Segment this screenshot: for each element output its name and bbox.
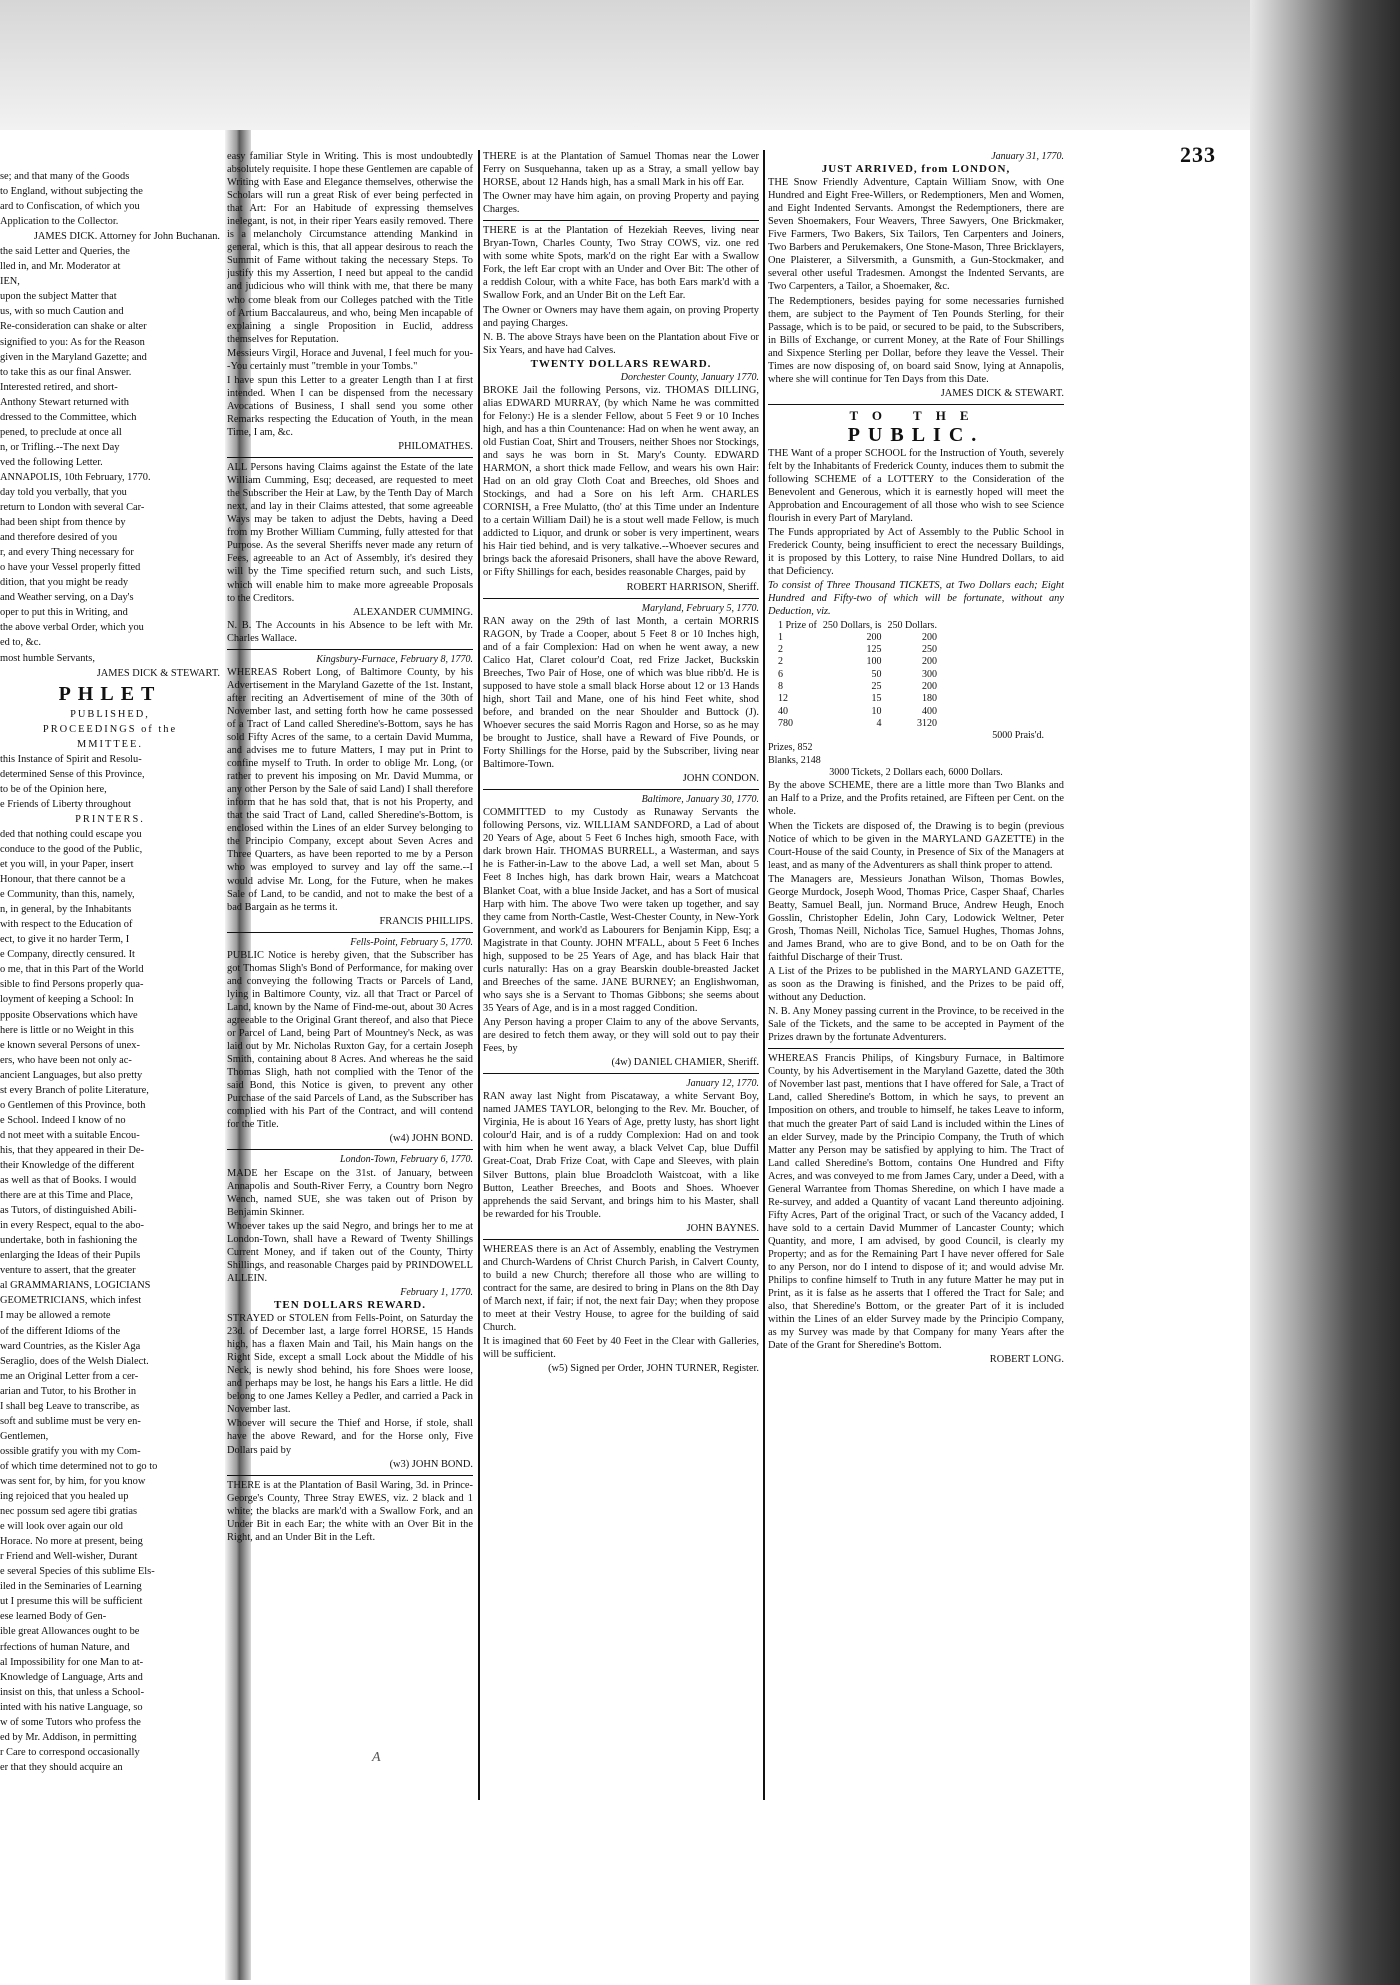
col3-p0: JUST ARRIVED, from LONDON,: [821, 163, 1011, 176]
left-line: o have your Vessel properly fitted: [0, 562, 141, 574]
left-line: and Weather serving, on a Day's: [0, 592, 134, 604]
col1-p7: PUBLIC Notice is hereby given, that the Subscriber has got Thomas Sligh's Bond of Performance, for making over and conveying the following Tracts or Parcels of Land, lying in Baltimore County, viz. all that Tract or Parcel of Land, known by the Name of Find-me-out, about 30 Acres agreeable to the Original Grant thereof, and also that Piece or Parcel of Land, being Part of Mountney's Neck, as was laid out by Mr. Nicholas Ruxton Gay, for a certain Joseph Smith, containing about 8 Acres. And whereas he the said Thomas Sligh, hath not complied with the Tenor of the said Bond, this Notice is given, to prevent any other Purchase of the said Parcels of Land, as the Subscriber has complied with his Part of the Contract, and will contend for the Title.: [227, 949, 473, 1131]
prize-cell: 3120: [916, 717, 937, 729]
left-line: me an Original Letter from a cer-: [0, 1370, 139, 1382]
col3-p8: The Managers are, Messieurs Jonathan Wilson, Thomas Bowles, George Murdock, Joseph Wood, Thomas Price, Casper Shaaf, Charles Beatty, Samuel Beall, jun. Normand Bruce, Andrew Heugh, Enoch Gosslin, Christopher Edelin, John Cary, Lodowick Weltner, Peter Grosh, Thomas Neill, Nicholas Tice, Samuel Hughes, Thomas Johns, and James Brand, who are to give Bond, and to be on Oath for the faithful Discharge of their Trust.: [768, 873, 1064, 963]
col1-p3: I have spun this Letter to a greater Length than I at first intended. When I can be dispensed from the necessary Avocations of Business, I shall send you some other Remarks respecting the Education of Youth, in the mean Time, I am, &c.: [227, 374, 473, 438]
separator: [227, 932, 473, 933]
left-page: [0, 130, 225, 1910]
left-line: e School. Indeed I know of no: [0, 1114, 126, 1126]
left-line: as well as that of Books. I would: [0, 1175, 137, 1187]
left-line: al Impossibility for one Man to at-: [0, 1656, 144, 1668]
left-line: of which time determined not to go to: [0, 1460, 158, 1472]
left-line: upon the subject Matter that: [0, 291, 117, 303]
prize-row: [778, 706, 943, 718]
col2-date4: January 12, 1770.: [686, 1078, 759, 1090]
left-line: Re-consideration can shake or alter: [0, 321, 147, 333]
left-line: ed to, &c.: [0, 637, 41, 649]
col1-p2: Messieurs Virgil, Horace and Juvenal, I feel much for you--You certainly must "tremble in your Tombs.": [227, 347, 473, 372]
separator: [483, 1239, 759, 1240]
col1-head1: TEN DOLLARS REWARD.: [274, 1298, 426, 1311]
prize-cell: 250: [921, 644, 937, 656]
col1-date3: London-Town, February 6, 1770.: [340, 1154, 473, 1166]
left-line: nec possum sed agere tibi gratias: [0, 1506, 138, 1518]
col1-date1: Kingsbury-Furnace, February 8, 1770.: [316, 653, 473, 665]
col1-p8: MADE her Escape on the 31st. of January, between Annapolis and South-River Ferry, a Country born Negro Wench, named SUE, she was taken out of Prison by Benjamin Skinner.: [227, 1167, 473, 1218]
prize-cell: 25: [871, 680, 882, 692]
left-line: their Knowledge of the different: [0, 1160, 135, 1171]
col3-p2: The Redemptioners, besides paying for some necessaries furnished them, are subject to the Payment of Ten Pounds Sterling, for their Passage, which is to be paid, or secured to be paid, to the Subscribers, in Bills of Exchange, or current Money, at the Rate of Four Shillings and Sixpence Sterling per Dollar, before they leave the Vessel. Their Times are now disposing of, on board said Snow, lying at Annapolis, where she will continue for Ten Days from this Date.: [768, 295, 1064, 385]
left-line: w of some Tutors who profess the: [0, 1716, 141, 1728]
separator: [483, 789, 759, 790]
left-line: pposite Observations which have: [0, 1009, 138, 1021]
left-line: I shall beg Leave to transcribe, as: [0, 1400, 140, 1412]
left-line: ible great Allowances ought to be: [0, 1626, 140, 1638]
col2-sig3: (4w) DANIEL CHAMIER, Sheriff.: [611, 1057, 759, 1069]
col2-sig4: JOHN BAYNES.: [686, 1222, 759, 1234]
col2-sig1: ROBERT HARRISON, Sheriff.: [626, 581, 759, 593]
left-line: this Instance of Spirit and Resolu-: [0, 753, 142, 765]
prize-row: [778, 620, 943, 632]
col2-sig5: (w5) Signed per Order, JOHN TURNER, Register.: [548, 1363, 759, 1375]
left-line: undertake, both in fashioning the: [0, 1235, 138, 1247]
prize-cell: 250 Dollars, is: [822, 619, 882, 631]
prize-table: [778, 620, 943, 731]
col3-to-the: TO THE: [849, 407, 983, 423]
prizes-count: Prizes, 852: [768, 742, 813, 754]
left-subtitle: PUBLISHED,: [70, 708, 150, 720]
left-line: e Friends of Liberty throughout: [0, 798, 132, 810]
separator: [483, 220, 759, 221]
left-line: r Friend and Well-wisher, Durant: [0, 1551, 138, 1563]
prize-cell: 40: [778, 705, 788, 717]
left-line: lled in, and Mr. Moderator at: [0, 261, 121, 273]
col2-head1: TWENTY DOLLARS REWARD.: [530, 357, 712, 370]
prize-row: [778, 669, 943, 681]
left-line: al GRAMMARIANS, LOGICIANS: [0, 1280, 151, 1292]
col2-p12: It is imagined that 60 Feet by 40 Feet in the Clear with Galleries, will be sufficient.: [483, 1336, 759, 1361]
left-line: ed by Mr. Addison, in permitting: [0, 1731, 137, 1743]
left-line: ese learned Body of Gen-: [0, 1611, 107, 1623]
col3-sig2: ROBERT LONG.: [989, 1354, 1064, 1366]
col3-p7: When the Tickets are disposed of, the Drawing is to begin (previous Notice of which to be given in the MARYLAND GAZETTE) in the Court-House of the said County, in Presence of Six of the Managers at least, and as many of the Adventurers as shall think proper to attend.: [768, 820, 1064, 871]
left-line: enlarging the Ideas of their Pupils: [0, 1250, 141, 1262]
left-subtitle: PROCEEDINGS of the: [42, 723, 178, 735]
col2-p10: RAN away last Night from Piscataway, a white Servant Boy, named JAMES TAYLOR, belonging to the Rev. Mr. Boucher, of Virginia, He is about 16 Years of Age, pretty lusty, has short light colour'd Hair, and is of a ruddy Complexion: Had on and took with him when he went away, a black Velvet Cap, blue Duffil Great-Coat, Drab Frize Coat, with Cape and Sleeves, with plain Silver Buttons, plain blue Broadcloth Waistcoat, with a like Button, Leather Breeches, and Boots and Shoes. Whoever apprehends the said Servant, and brings him to his Master, shall be rewarded for his Trouble.: [483, 1091, 759, 1220]
left-line: ers, who have been not only ac-: [0, 1054, 132, 1066]
left-line: e Community, than this, namely,: [0, 889, 135, 901]
col3-p6: By the above SCHEME, there are a little more than Two Blanks and an Half to a Prize, and the Profits retained, are Fifteen per Cent. on the whole.: [768, 780, 1064, 818]
left-line: st every Branch of polite Literature,: [0, 1084, 149, 1096]
left-line: d not meet with a suitable Encou-: [0, 1129, 140, 1141]
col2-p7: RAN away on the 29th of last Month, a certain MORRIS RAGON, by Trade a Cooper, about 5 Feet 8 or 10 Inches high, and of a fair Complexion: Had on when he went away, a new Calico Hat, Claret colour'd Coat, red Frize Jacket, Buckskin Breeches, Two Pair of Hose, one of which was blue ribb'd. He is supposed to have stole a small black Horse about 12 or 13 Hands high, short Tail and Mane, one of his hind Feet white, shod before, and branded on the near Shoulder and Buttock (J). Whoever secures the said Morris Ragon and Horse, so as he may be brought to Justice, shall have a Reward of Five Pounds, or Forty Shillings for the Horse, paid by the Subscriber, living near Baltimore-Town.: [483, 615, 759, 771]
left-line: er that they should acquire an: [0, 1761, 123, 1773]
prize-row: [778, 644, 943, 656]
left-line: here is little or no Weight in this: [0, 1024, 134, 1036]
left-line: given in the Maryland Gazette; and: [0, 351, 147, 363]
separator: [227, 1475, 473, 1476]
prize-cell: 180: [921, 693, 937, 705]
left-line: JAMES DICK. Attorney for John Buchanan.: [33, 231, 220, 243]
prize-cell: 300: [921, 668, 937, 680]
col1-sig2: ALEXANDER CUMMING.: [352, 606, 473, 618]
blanks-count: Blanks, 2148: [768, 754, 821, 766]
left-line: o me, that in this Part of the World: [0, 964, 144, 976]
prize-cell: 250 Dollars.: [887, 619, 937, 631]
col3-public: PUBLIC.: [847, 423, 985, 446]
left-line: et you will, in your Paper, insert: [0, 859, 134, 871]
column-2: [483, 150, 759, 1790]
left-line: Knowledge of Language, Arts and: [0, 1671, 143, 1683]
left-line: inted with his native Language, so: [0, 1701, 143, 1713]
left-line: determined Sense of this Province,: [0, 768, 145, 780]
col2-p1: THERE is at the Plantation of Samuel Thomas near the Lower Ferry on Susquehanna, taken up as a Stray, a small yellow bay HORSE, about 12 Hands high, has a small Mark in his off Ear.: [483, 151, 759, 189]
prize-row: [778, 693, 943, 705]
left-line: his, that they appeared in their De-: [0, 1144, 144, 1156]
prize-cell: 8: [778, 680, 783, 692]
col2-p11: WHEREAS there is an Act of Assembly, enabling the Vestrymen and Church-Wardens of Christ Church Parish, in Calvert County, to build a new Church; therefore all those who are willing to contract for the same, are desired to bring in Plans on the 8th Day of March next, if fair; if not, the next fair Day; when they propose to meet at their Vestry House, to agree for the building of said Church.: [483, 1243, 759, 1334]
left-line: ing rejoiced that you healed up: [0, 1491, 129, 1503]
left-line: insist on this, that unless a School-: [0, 1686, 145, 1698]
left-line: ancient Languages, but also pretty: [0, 1069, 143, 1081]
left-line: JAMES DICK & STEWART.: [96, 667, 220, 679]
left-page-text: [0, 170, 220, 1776]
left-line: e known several Persons of unex-: [0, 1039, 140, 1051]
prize-cell: 200: [921, 656, 937, 668]
left-line: o Gentlemen of this Province, both: [0, 1099, 146, 1111]
separator: [483, 1073, 759, 1074]
left-line: conduce to the good of the Public,: [0, 844, 143, 856]
prize-cell: 1 Prize of: [778, 619, 817, 631]
col2-date3: Baltimore, January 30, 1770.: [641, 794, 759, 806]
col2-p4: The Owner or Owners may have them again, on proving Property and paying Charges.: [483, 304, 759, 329]
col3-p3: THE Want of a proper SCHOOL for the Instruction of Youth, severely felt by the Inhabitants of Frederick County, induces them to submit the following SCHEME of a LOTTERY to the Consideration of the Benevolent and Generous, which it is earnestly hoped will meet the Approbation and Encouragement of all those who wish to see Science flourish in every Part of Maryland.: [768, 447, 1064, 525]
prize-cell: 2: [778, 656, 783, 668]
col1-sig4: (w4) JOHN BOND.: [389, 1133, 473, 1145]
left-line: was sent for, by him, for you know: [0, 1475, 146, 1487]
col1-p11: Whoever will secure the Thief and Horse, if stole, shall have the above Reward, and for the Horse only, Five Dollars paid by: [227, 1418, 473, 1456]
prize-row: [778, 656, 943, 668]
prize-cell: 125: [866, 644, 882, 656]
left-line: Horace. No more at present, being: [0, 1536, 143, 1548]
left-line: ut I presume this will be sufficient: [0, 1596, 143, 1608]
left-line: with respect to the Education of: [0, 919, 133, 931]
left-line: loyment of keeping a School: In: [0, 994, 134, 1006]
col3-p5: To consist of Three Thousand TICKETS, at Two Dollars each; Eight Hundred and Fifty-two of which will be fortunate, without any Deduction, viz.: [768, 580, 1064, 618]
col1-date4: February 1, 1770.: [400, 1286, 473, 1298]
separator: [768, 1048, 1064, 1049]
separator: [768, 404, 1064, 405]
col1-p1: easy familiar Style in Writing. This is most undoubtedly absolutely requisite. I hope these Gentlemen are capable of Writing with Ease and Elegance themselves, otherwise the Scholars will run a great Risk of ever being perfected in that Art: For an Habitude of expressing themselves inelegant, is not, in their riper Years easily removed. There is a melancholy Circumstance attending Mankind in general, which is this, that all appear desirous to reach the Summit of Fame without taking the necessary Steps. To justify this my Assertion, I need but appeal to the candid and judicious who will think with me, that there be many who come bleak from our Colleges patched with the Title of Artium Baccalaureus, and who, being Men incapable of explaining a single Proposition in Euclid, address themselves for Reputation.: [227, 151, 473, 345]
col3-p10: N. B. Any Money passing current in the Province, to be received in the Sale of the Tickets, and the same to be accepted in Payment of the Prizes drawn by the fortunate Adventurers.: [768, 1006, 1064, 1044]
left-line: dition, that you might be ready: [0, 577, 129, 589]
column-rule-2: [763, 150, 765, 1800]
left-printers-heading: PRINTERS.: [75, 813, 145, 825]
prize-row: [778, 632, 943, 644]
col1-p4: ALL Persons having Claims against the Estate of the late William Cumming, Esq; deceased, are requested to meet the Subscriber the Heir at Law, by the Tenth Day of March next, and lay in their Claims attested, that some agreeable Ways may be taken to adjust the Debts, having a Deed from my Brother William Cumming, fully attested for that Purpose. As the several Sheriffs never made any return of Fees, agreeable to an Act of Assembly, it's desired they will by the Time specified return such, and such Lists, which will enable him to make more agreeable Proposals to the Creditors.: [227, 462, 473, 604]
col1-p9: Whoever takes up the said Negro, and brings her to me at London-Town, shall have a Reward of Twenty Shillings Current Money, and if taken out of the County, Thirty Shillings, and reasonable Charges paid by PRINDOWELL ALLEIN.: [227, 1220, 473, 1284]
left-line: as Tutors, of distinguished Abili-: [0, 1205, 137, 1217]
col2-p2: The Owner may have him again, on proving Property and paying Charges.: [483, 191, 759, 216]
book-edge-shadow: [1250, 0, 1400, 1985]
col2-p3: THERE is at the Plantation of Hezekiah Reeves, living near Bryan-Town, Charles County, Two Stray COWS, viz. one red with some white Spots, mark'd on the right Ear with a Swallow Fork, the left Ear cropt with an Under and Over Bit: The other of a reddish Colour, with a white Face, has both Ears mark'd with a Swallow Fork, and an Under Bit on the Left Ear.: [483, 225, 759, 302]
prize-cell: 200: [866, 631, 882, 643]
left-line: to take this as our final Answer.: [0, 366, 132, 378]
prize-cell: 12: [778, 693, 788, 705]
left-subtitle: MMITTEE.: [77, 738, 143, 750]
col1-sig1: PHILOMATHES.: [398, 441, 473, 453]
left-line: us, with so much Caution and: [0, 306, 124, 318]
prize-cell: 2: [778, 644, 783, 656]
left-big-title: PHLET: [58, 682, 162, 705]
left-line: e Company, directly censured. It: [0, 949, 135, 961]
prize-cell: 400: [921, 705, 937, 717]
left-line: Seraglio, does of the Welsh Dialect.: [0, 1355, 149, 1367]
left-line: Honour, that there cannot be a: [0, 874, 126, 886]
separator: [227, 457, 473, 458]
left-line: the above verbal Order, which you: [0, 622, 144, 634]
left-line: dressed to the Committee, which: [0, 411, 137, 423]
left-line: ded that nothing could escape you: [0, 828, 142, 840]
left-line: ect, to give it no harder Term, I: [0, 934, 130, 946]
left-line: in every Respect, equal to the abo-: [0, 1220, 144, 1232]
col1-sig5: (w3) JOHN BOND.: [389, 1458, 473, 1470]
prize-total: 5000 Prais'd.: [992, 730, 1044, 742]
left-line: to be of the Opinion here,: [0, 783, 107, 795]
left-line: iled in the Seminaries of Learning: [0, 1581, 142, 1593]
left-line: e will look over again our old: [0, 1521, 123, 1533]
prize-row: [778, 718, 943, 730]
col2-date1: Dorchester County, January 1770.: [620, 371, 759, 383]
left-line: venture to assert, that the greater: [0, 1265, 136, 1277]
left-line: to England, without subjecting the: [0, 186, 143, 198]
left-line: Interested retired, and short-: [0, 381, 118, 393]
left-line: signified to you: As for the Reason: [0, 336, 145, 348]
left-line: sible to find Persons properly qua-: [0, 979, 144, 991]
tickets-line: 3000 Tickets, 2 Dollars each, 6000 Dollars.: [829, 767, 1003, 779]
col2-date2: Maryland, February 5, 1770.: [641, 602, 759, 614]
prize-cell: 200: [921, 631, 937, 643]
prize-row: [778, 681, 943, 693]
col2-p5: N. B. The above Strays have been on the Plantation about Five or Six Years, and have had Calves.: [483, 331, 759, 356]
left-line: ved the following Letter.: [0, 456, 103, 468]
top-shadow: [0, 0, 1400, 130]
left-line: n, in general, by the Inhabitants: [0, 904, 132, 916]
left-line: had been shipt from thence by: [0, 517, 126, 529]
col1-date2: Fells-Point, February 5, 1770.: [350, 936, 473, 948]
col3-p4: The Funds appropriated by Act of Assembly to the Public School in Frederick County, being insufficient to erect the necessary Buildings, it is proposed by this Lottery, to raise Nine Hundred Dollars, to aid that Deficiency.: [768, 527, 1064, 578]
left-line: Gentlemen,: [0, 1430, 49, 1442]
left-line: soft and sublime must be very en-: [0, 1415, 141, 1427]
separator: [227, 649, 473, 650]
right-page: [227, 130, 1251, 1930]
col1-sig3: FRANCIS PHILLIPS.: [379, 915, 473, 927]
left-line: ard to Confiscation, of which you: [0, 201, 140, 213]
prize-cell: 100: [866, 656, 882, 668]
col2-p8: COMMITTED to my Custody as Runaway Servants the following Persons, viz. WILLIAM SANDFORD, a Lad of about 20 Years of Age, about 5 Feet 6 Inches high, smooth Face, with dark brown Hair. THOMAS BURRELL, a Wasterman, and says he is Father-in-Law to the above Lad, a well set Man, about 5 Feet 8 Inches high, has dark brown Hair, wears a Matchcoat Blanket Coat, with a blue Inside Jacket, and has a Sort of musical Harp with him. The above Two were taken up together, and say they came from North-Castle, West-Chester County, in New-York Government, and work'd as Labourers for Benjamin Kipp, Esq; a Magistrate in that County. JOHN M'FALL, about 5 Feet 6 Inches high, supposed to be 25 Years of Age, and has black Hair that curls naturally: Has on a gray Bearskin double-breasted Jacket and Breeches of the same. JANE BURNEY; an Englishwoman, who says she is a Servant to Thomas Gibbons; she seems about 35 Years of Age, and is in a most ragged Condition.: [483, 807, 759, 1014]
left-line: r, and every Thing necessary for: [0, 547, 134, 559]
col1-p12: THERE is at the Plantation of Basil Waring, 3d. in Prince-George's County, Three Stray EWES, viz. 2 black and 1 white; the blacks are mark'd with a Swallow Fork, and an Under Bit in each Ear; the white with an Over Bit in the Right, and an Under Bit in the Left.: [227, 1479, 473, 1543]
lottery-scheme: [768, 620, 1064, 780]
col1-p10: STRAYED or STOLEN from Fells-Point, on Saturday the 23d. of December last, a large forrel HORSE, 15 Hands high, has a flaxen Main and Tail, his Main hangs on the Right Side, except a small Lock about the Middle of his Neck, is newly shod behind, his fore Shoes were loose, and perhaps may be lost, he hangs his Ears a little. He did belong to one James Kelley a Pedler, and carried a Pack in November last.: [227, 1313, 473, 1416]
left-line: and therefore desired of you: [0, 532, 118, 544]
left-line: n, or Trifling.--The next Day: [0, 441, 120, 453]
left-line: the said Letter and Queries, the: [0, 246, 130, 258]
prize-cell: 15: [871, 693, 882, 705]
left-line: pened, to preclude at once all: [0, 426, 122, 438]
prize-cell: 1: [778, 631, 783, 643]
left-line: ward Countries, as the Kisler Aga: [0, 1340, 141, 1352]
left-line: e several Species of this sublime Els-: [0, 1566, 155, 1578]
col2-sig2: JOHN CONDON.: [682, 773, 759, 785]
left-line: IEN,: [0, 276, 20, 288]
col3-sig1: JAMES DICK & STEWART.: [940, 387, 1064, 399]
column-rule-1: [478, 150, 480, 1800]
col3-p11: WHEREAS Francis Philips, of Kingsbury Furnace, in Baltimore County, by his Advertisement in the Maryland Gazette, dated the 30th of November last past, mentions that I have offered for Sale, a Tract of Land, called Sheredine's Bottom, in which he says, to prevent an Imposition on others, and trouble to himself, he takes Leave to inform, that much the greater Part of said Land is included within the Lines of an elder Survey, made by the Principio Company, the Truth of which Matter any Person may be satisfied by applying to him. The Tract of Land called Sheredine's Bottom, contains One Hundred and Fifty Acres, and was conveyed to me from James Cary, under a Deed, with a General Warrantee from Thomas Sheredine, on which I have made a Re-survey, and added a Quantity of vacant Land thereunto adjoining. Fifty Acres, Part of the original Tract, or such of the Vacancy added, I have sold to a certain David Mummer of Lancaster County; which Quantity, and more, I am advised, by good Council, is clearly my Property; and as for the Remaining Part I have never offered for Sale to any Person, nor do I intend to dispose of it; and would advise Mr. Philips to confine himself to Truth in any future Matter he may put in Print, as it is false as he asserts that I offered the Tract for Sale; and also, that Sheredine's Bottom, or the greater Part of it is included within the Lines of an elder Survey made by the Principio Company, as my Survey was made by that Company for many Years after the Date of the Grant for Sheredine's Bottom.: [768, 1053, 1064, 1352]
left-line: day told you verbally, that you: [0, 486, 127, 498]
left-line: oper to put this in Writing, and: [0, 607, 128, 619]
left-line: se; and that many of the Goods: [0, 171, 130, 182]
left-line: most humble Servants,: [0, 652, 95, 664]
prize-cell: 4: [876, 717, 882, 729]
prize-cell: 6: [778, 668, 783, 680]
left-line: ANNAPOLIS, 10th February, 1770.: [0, 471, 151, 483]
left-line: there are at this Time and Place,: [0, 1190, 134, 1202]
prize-cell: 780: [778, 717, 793, 729]
column-3: [768, 150, 1064, 1790]
left-line: Application to the Collector.: [0, 216, 119, 228]
left-line: GEOMETRICIANS, which infest: [0, 1295, 142, 1307]
col3-p9: A List of the Prizes to be published in the MARYLAND GAZETTE, as soon as the Drawing is finished, and the Prizes to be paid off, without any Deduction.: [768, 966, 1064, 1004]
separator: [227, 1149, 473, 1150]
left-line: rfections of human Nature, and: [0, 1641, 130, 1653]
left-line: return to London with several Car-: [0, 502, 145, 514]
prize-cell: 200: [921, 680, 937, 692]
prize-cell: 50: [871, 668, 882, 680]
col3-date1: January 31, 1770.: [991, 151, 1064, 162]
page-number: 233: [1180, 142, 1216, 167]
pencil-mark: A: [372, 1750, 381, 1765]
separator: [483, 598, 759, 599]
col1-p5: N. B. The Accounts in his Absence to be left with Mr. Charles Wallace.: [227, 619, 473, 644]
col2-p9: Any Person having a proper Claim to any of the above Servants, are desired to fetch them away, or they will sold out to pay their Fees, by: [483, 1017, 759, 1055]
col2-p6: BROKE Jail the following Persons, viz. THOMAS DILLING, alias EDWARD MURRAY, (by which Name he was committed for Felony:) He is a slender Fellow, about 5 Feet 9 or 10 Inches high, and has a thin Countenance: Had on when he went away, an old Fustian Coat, Shirt and Trousers, neither Shoes nor Stockings, and says he was born in St. Mary's County. EDWARD HARMON, a short thick made Fellow, and wears his own Hair: Had on an old gray Cloth Coat and Breeches, old Shoes and Stockings, and had a Sore on his left Arm. CHARLES CORNISH, a Free Mulatto, (tho' at this Time under an Indenture to a certain William Dail) he is a stout well made Fellow, is much addicted to Liquor, and drunk or sober is very impertinent, wears his Hair tied behind, and is very talkative.--Whoever secures and brings back the aforesaid Prisoners, shall have the above Reward, or Fifty Shillings for each, besides reasonable Charges, paid by: [483, 384, 759, 579]
col1-p6: WHEREAS Robert Long, of Baltimore County, by his Advertisement in the Maryland Gazette of the 1st. Instant, after reciting an Advertisement of mine of the 30th of November last, and setting forth how he came possessed of a Tract of Land called Sheredine's-Bottom, says he has sold Fifty Acres of the same, to a certain David Mumma, and advises me to future Matters, I may put in Print to confine myself to Truth. In order to oblige Mr. Long, (or rather to prevent his imposing on Mr. David Mumma, or any other Person by the Sale of said Land) I shall therefore inform that he has sold that, that is not his Property, and that the said Tract of Land, called Sheredine's-Bottom, is enclosed within the Lines of an elder Survey belonging to the Principio Company, except about Seven Acres and Three Quarters, as have been reported to me by a Person who was employed to survey and lay off the same.--I would advise Mr. Long, for the Future, when he makes Sale of Land, to be candid, and not to make the best of a bad Bargain as he terms it.: [227, 666, 473, 913]
left-line: arian and Tutor, to his Brother in: [0, 1385, 137, 1397]
left-line: r Care to correspond occasionally: [0, 1746, 140, 1758]
left-line: ossible gratify you with my Com-: [0, 1445, 141, 1457]
left-line: Anthony Stewart returned with: [0, 396, 129, 408]
prize-cell: 10: [871, 705, 882, 717]
col3-p1: THE Snow Friendly Adventure, Captain William Snow, with One Hundred and Eight Free-Willers, or Redemptioners, Men and Women, and Eight Indented Servants. Amongst the Redemptioners, there are Seven Shoemakers, Four Weavers, Three Sawyers, One Brickmaker, Five Farmers, Two Bakers, Six Tailors, Ten Carpenters and Joiners, Two Barbers and Perukemakers, One Stone-Mason, Three Bricklayers, One Plaisterer, a Silversmith, a Gunsmith, a Gun-Stockmaker, and several other useful Tradesmen. Amongst the Indented Servants, are Two Carpenters, a Tailor, a Shoemaker, &c.: [768, 177, 1064, 293]
column-1: [227, 150, 473, 1790]
left-line: of the different Idioms of the: [0, 1325, 121, 1337]
left-line: I may be allowed a remote: [0, 1310, 111, 1322]
